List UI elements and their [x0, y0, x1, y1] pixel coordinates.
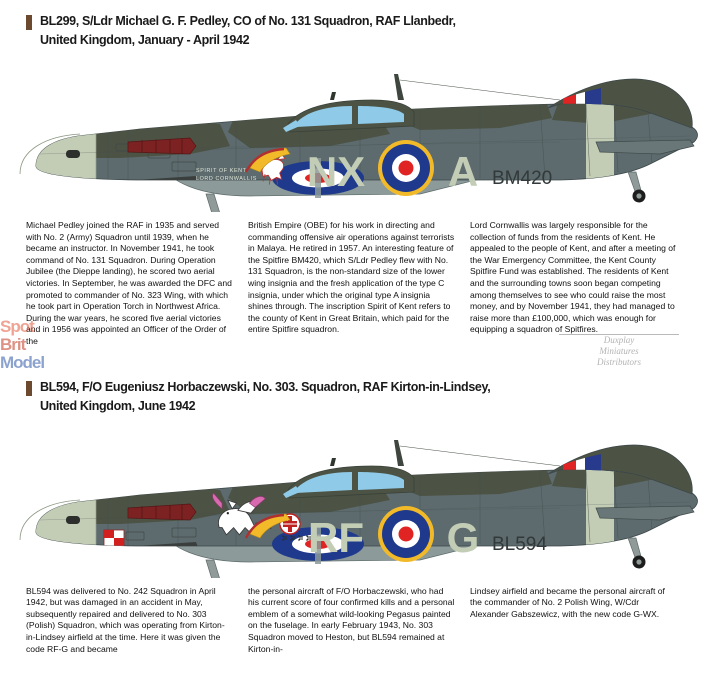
tail-wheel-assembly [628, 538, 646, 569]
tail-wheel-assembly [628, 172, 646, 203]
paragraph: Lord Cornwallis was largely responsible for the collection of funds from the residents of Kent. He appealed to the people of Kent, and after a meeting of the War Emergency Committee, the Kent County Spitfire Fund was established. The residents of Kent and the surrounding towns soon began competing among themselves to see who could raise the most money, and by November 1941, they had managed to raise more than £100,000, which was enough for equipping a squadron of Spitfires. [470, 220, 676, 335]
header-line-2: United Kingdom, June 1942 [40, 398, 196, 413]
header-accent-bar [26, 381, 32, 396]
paragraph: the personal aircraft of F/O Horbaczewski, who had his current score of four confirmed kills and a personal emblem of a somewhat wild-looking Pegasus painted on the fuselage. In early February 1943, No. 303 Squadron moved to Heston, but BL594 remained at Kirton-in- [248, 585, 455, 654]
individual-aircraft-letter: A [447, 148, 479, 195]
main-landing-gear [206, 194, 227, 212]
aircraft-serial: BL594 [492, 533, 547, 555]
section-header-bl594 [0, 348, 703, 416]
paragraph: Michael Pedley joined the RAF in 1935 and served with No. 2 (Army) Squadron until 1939, when he became an instructor. In November 1941, he took command of No. 131 Squadron. During Operation Jubilee (the Dieppe landing), he scored two aerial victories. In September, he was awarded the DFC and promoted to commander of No. 323 Wing, with which he took part in Operation Torch in Northwest Africa. During the war years, he scored five aerial victories and in 1956 was appointed an Officer of the Order of the [26, 220, 232, 346]
watermark-right-line-2: Miniatures [599, 346, 639, 356]
squadron-code-letters: NX [306, 148, 366, 195]
squadron-code-letters: RF [308, 513, 364, 561]
text-column-2 [248, 586, 456, 656]
text-columns-bl594 [0, 586, 703, 656]
header-accent-bar [26, 15, 32, 30]
text-column-1 [26, 586, 234, 656]
watermark-left-line-2: Brit [0, 335, 26, 354]
polish-chequerboard [104, 530, 124, 546]
paragraph: Lindsey airfield and became the personal aircraft of the commander of No. 2 Polish Wing, W/Cdr Alexander Gabszewicz, with the new code G-WX. [470, 585, 665, 619]
canopy [283, 92, 414, 132]
tailplane [596, 506, 694, 520]
text-column-3 [470, 586, 678, 656]
nose-slot [66, 516, 80, 524]
mirror [330, 458, 336, 466]
watermark-right-line-1: Duxplay [559, 334, 679, 346]
text-column-2 [248, 220, 456, 348]
header-line-1: BL594, F/O Eugeniusz Horbaczewski, No. 303. Squadron, RAF Kirton-in-Lindsey, [40, 379, 491, 394]
paragraph: BL594 was delivered to No. 242 Squadron in April 1942, but was damaged in an accident in May, subsequently repaired and delivered to No. 303 (Polish) Squadron, which was operating from Kirton-in-Lindsey airfield at the time. Here it was given the code RF-G and became [26, 585, 225, 654]
watermark-left-line-1: Spot [0, 317, 34, 336]
fuselage-roundel [378, 506, 434, 562]
individual-aircraft-letter: G [446, 513, 480, 561]
aerial-wire [400, 80, 560, 100]
aircraft-profile-section-bl594 [0, 348, 703, 656]
header-line-1: BL299, S/Ldr Michael G. F. Pedley, CO of No. 131 Squadron, RAF Llanbedr, [40, 14, 456, 28]
aircraft-serial: BM420 [492, 168, 553, 189]
watermark-left-line-3: Model [0, 353, 45, 372]
canopy [283, 458, 414, 498]
paragraph: British Empire (OBE) for his work in directing and commanding offensive air operations against terrorists in Malaya. He retired in 1957. An interesting feature of the Spitfire BM420, which S/Ldr Pedley flew with No. 131 Squadron, is the non-standard size of the lower wing insignia and the fresh application of the type C insignia, under which the original type A insignia shines through. The inscription Spirit of Kent refers to the county of Kent in Great Britain, which paid for the entire Spitfire squadron. [248, 220, 455, 335]
nose-slot [66, 150, 80, 158]
roundel-red [399, 526, 414, 541]
tail-wheel-hub [636, 559, 641, 564]
section-header-bl299 [0, 0, 703, 50]
aircraft-illustration-bl299 [0, 54, 703, 212]
text-column-3 [470, 220, 678, 348]
canopy-glass-front [296, 472, 352, 493]
text-columns-bl299 [0, 220, 703, 348]
canopy-glass-front [296, 106, 352, 127]
aerial-mast [394, 74, 404, 100]
watermark-right-line-3: Distributors [596, 357, 641, 367]
aircraft-illustration-bl594 [0, 420, 703, 578]
header-text [40, 12, 456, 50]
aerial-wire [400, 446, 560, 466]
header-line-2: United Kingdom, January - April 1942 [40, 33, 250, 47]
nose-inscription-line-2: LORD CORNWALLIS [196, 176, 257, 182]
mirror [330, 92, 336, 100]
main-landing-gear [206, 560, 227, 578]
header-text [40, 378, 490, 416]
roundel-red [399, 161, 414, 176]
tailplane [596, 140, 694, 154]
aerial-mast [394, 440, 404, 466]
tail-wheel-hub [636, 193, 641, 198]
text-column-1 [26, 220, 234, 348]
nose-inscription-line-1: SPIRIT OF KENT [196, 168, 247, 174]
fuselage-roundel [378, 140, 434, 196]
